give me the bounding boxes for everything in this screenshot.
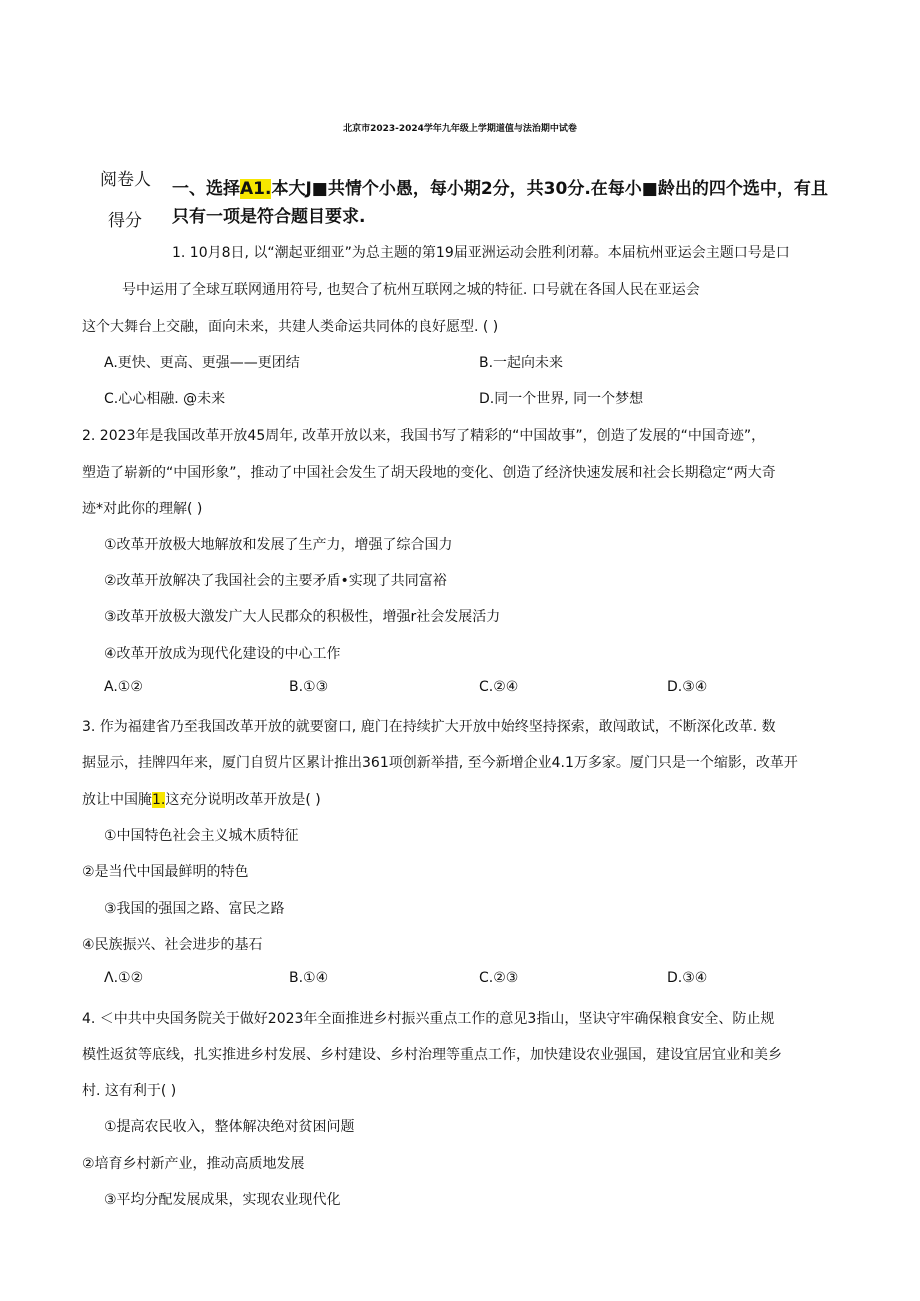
q3-option-c[interactable]: C.②③ bbox=[479, 970, 519, 986]
q3-statement-2: ②是当代中国最鲜明的特色 bbox=[82, 864, 249, 880]
q4-statement-1: ①提高农民收入，整体解决绝对贫困问题 bbox=[104, 1119, 355, 1135]
section-heading-line2: 只有一项是符合题目要求. bbox=[172, 207, 366, 227]
q2-line2: 塑造了崭新的“中国形象”，推动了中国社会发生了胡天段地的变化、创造了经济快速发展和社会长期稳定“两大奇 bbox=[82, 465, 776, 481]
score-label: 得分 bbox=[108, 211, 142, 231]
q3-line3-part1: 放让中国腌 bbox=[82, 792, 152, 808]
q2-line1: 2. 2023年是我国改革开放45周年, 改革开放以来，我国书写了精彩的“中国故事”，创造了发展的“中国奇迹”， bbox=[82, 428, 766, 444]
q2-option-a[interactable]: A.①② bbox=[104, 679, 143, 695]
q1-option-a[interactable]: A.更快、更高、更强——更团结 bbox=[104, 355, 300, 371]
q2-option-d[interactable]: D.③④ bbox=[667, 679, 708, 695]
section-heading-part2: 本大J■共情个小愚，每小期2分，共30分.在每小■龄出的四个选中，有且 bbox=[271, 179, 828, 199]
grader-label: 阅卷人 bbox=[100, 170, 151, 190]
q4-statement-2: ②培育乡村新产业，推动高质地发展 bbox=[82, 1156, 305, 1172]
q3-option-d[interactable]: D.③④ bbox=[667, 970, 708, 986]
q4-statement-3: ③平均分配发展成果，实现农业现代化 bbox=[104, 1192, 341, 1208]
q2-statement-3: ③改革开放极大激发广大人民郡众的积极性，增强r社会发展活力 bbox=[104, 609, 501, 625]
q2-statement-2: ②改革开放解决了我国社会的主要矛盾•实现了共同富裕 bbox=[104, 573, 447, 589]
q2-statement-4: ④改革开放成为现代化建设的中心工作 bbox=[104, 646, 341, 662]
q3-line3-part2: 这充分说明改革开放是( ) bbox=[165, 792, 321, 808]
q3-option-a[interactable]: Λ.①② bbox=[104, 970, 144, 986]
q4-line2: 模性返贫等底线，扎实推进乡村发展、乡村建设、乡村治理等重点工作，加快建设农业强国，建设宜居宜业和美乡 bbox=[82, 1047, 782, 1063]
q3-line2: 据显示，挂牌四年来，厦门自贸片区累计推出361项创新举措, 至今新增企业4.1万多家。厦门只是一个缩影，改革开 bbox=[82, 755, 798, 771]
q3-option-b[interactable]: B.①④ bbox=[289, 970, 329, 986]
q3-statement-1: ①中国特色社会主义城木质特征 bbox=[104, 828, 299, 844]
q3-statement-4: ④民族振兴、社会进步的基石 bbox=[82, 937, 263, 953]
q2-statement-1: ①改革开放极大地解放和发展了生产力，增强了综合国力 bbox=[104, 537, 453, 553]
q2-option-c[interactable]: C.②④ bbox=[479, 679, 519, 695]
section-heading-highlight: A1. bbox=[240, 179, 272, 199]
q1-line1: 1. 10月8日, 以“潮起亚细亚”为总主题的第19届亚洲运动会胜利闭幕。本届杭州亚运会主题口号是口 bbox=[172, 245, 790, 261]
q1-line3: 这个大舞台上交融，面向未来，共建人类命运共同体的良好愿型. ( ) bbox=[82, 319, 499, 335]
q4-line3: 村. 这有利于( ) bbox=[82, 1083, 177, 1099]
q4-line1: 4. ＜中共中央国务院关于做好2023年全面推进乡村振兴重点工作的意见3指山，坚诀守牢确保粮食安全、防止规 bbox=[82, 1011, 775, 1027]
q3-line1: 3. 作为福建省乃至我国改革开放的就要窗口, 鹿门在持续扩大开放中始终坚持探索，敢闯敢试，不断深化改革. 数 bbox=[82, 719, 776, 735]
q3-statement-3: ③我国的强国之路、富民之路 bbox=[104, 901, 285, 917]
q2-option-b[interactable]: B.①③ bbox=[289, 679, 329, 695]
section-heading-part1: 一、选择 bbox=[172, 179, 240, 199]
page-title: 北京市2023-2024学年九年级上学期道值与法治期中试卷 bbox=[343, 124, 577, 134]
section-heading bbox=[172, 174, 828, 199]
q3-line3-highlight: 1. bbox=[152, 792, 166, 808]
q1-option-d[interactable]: D.同一个世界, 同一个梦想 bbox=[479, 391, 644, 407]
q1-line2: 号中运用了全球互联网通用符号, 也契合了杭州互联网之城的特征. 口号就在各国人民在亚运会 bbox=[122, 282, 700, 298]
q3-line3 bbox=[82, 789, 321, 809]
q1-option-b[interactable]: B.一起向未来 bbox=[479, 355, 564, 371]
q2-line3: 迹*对此你的理解( ) bbox=[82, 501, 203, 517]
q1-option-c[interactable]: C.心心相融. @未来 bbox=[104, 391, 226, 407]
